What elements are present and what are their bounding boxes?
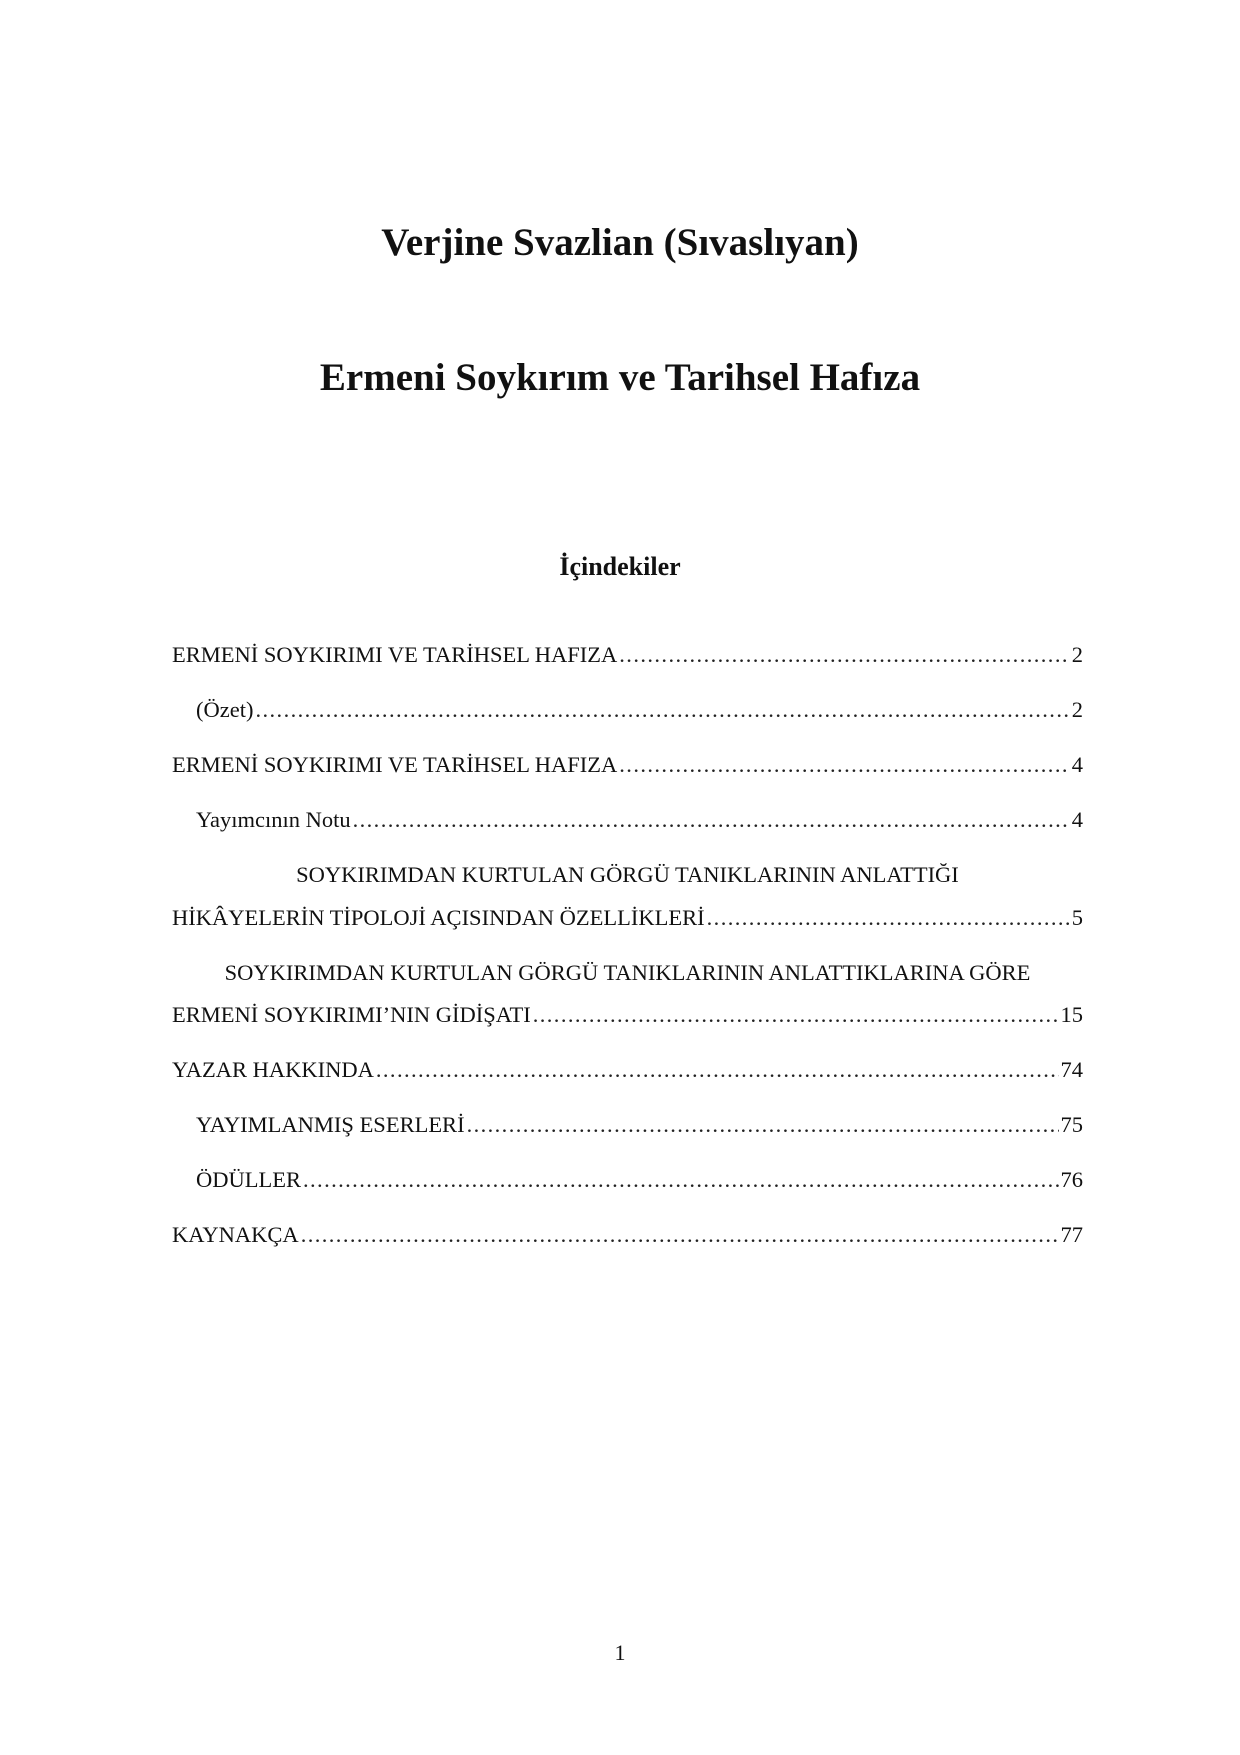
toc-entry-tipoloji-line1[interactable]: SOYKIRIMDAN KURTULAN GÖRGÜ TANIKLARININ ANLATTIĞI bbox=[296, 862, 959, 887]
toc-entry-label: ERMENİ SOYKIRIMI VE TARİHSEL HAFIZA bbox=[172, 640, 617, 670]
toc-page-number: 76 bbox=[1060, 1167, 1083, 1192]
page-number: 1 bbox=[614, 1640, 626, 1665]
toc-entry-label: YAYIMLANMIŞ ESERLERİ bbox=[196, 1110, 465, 1140]
toc-entry-label: (Özet) bbox=[196, 695, 253, 725]
toc-dot-leader bbox=[707, 903, 1070, 933]
toc-page-number: 4 bbox=[1071, 807, 1083, 832]
toc-page-number: 5 bbox=[1071, 905, 1083, 930]
toc-dot-leader bbox=[376, 1055, 1059, 1085]
toc-entry-yazar-hakkinda[interactable] bbox=[172, 1055, 1083, 1085]
toc-dot-leader bbox=[533, 1000, 1059, 1030]
toc-entry-label: KAYNAKÇA bbox=[172, 1220, 299, 1250]
toc-dot-leader bbox=[619, 640, 1069, 670]
toc-entry-yayimlanmis-eserleri[interactable] bbox=[196, 1110, 1083, 1140]
toc-entry-gidisat-line1[interactable]: SOYKIRIMDAN KURTULAN GÖRGÜ TANIKLARININ ANLATTIKLARINA GÖRE bbox=[224, 960, 1031, 985]
toc-entry-oduller[interactable] bbox=[196, 1165, 1083, 1195]
toc-page-number: 77 bbox=[1060, 1222, 1083, 1247]
toc-page-number: 15 bbox=[1060, 1002, 1083, 1027]
toc-entry-label: ERMENİ SOYKIRIMI VE TARİHSEL HAFIZA bbox=[172, 750, 617, 780]
toc-entry-yayimcinin-notu[interactable] bbox=[196, 805, 1083, 835]
toc-page-number: 2 bbox=[1071, 697, 1083, 722]
toc-entry-ermeni-soykirimi-1[interactable] bbox=[172, 640, 1083, 670]
toc-dot-leader bbox=[303, 1165, 1059, 1195]
toc-page-number: 4 bbox=[1071, 752, 1083, 777]
toc-heading: İçindekiler bbox=[559, 552, 681, 581]
toc-dot-leader bbox=[353, 805, 1070, 835]
toc-page-number: 74 bbox=[1060, 1057, 1083, 1082]
toc-entry-tipoloji[interactable] bbox=[172, 903, 1083, 933]
toc-entry-ozet[interactable] bbox=[196, 695, 1083, 725]
toc-entry-label: HİKÂYELERİN TİPOLOJİ AÇISINDAN ÖZELLİKLERİ bbox=[172, 903, 705, 933]
toc-dot-leader bbox=[301, 1220, 1059, 1250]
toc-page-number: 2 bbox=[1071, 642, 1083, 667]
author-name: Verjine Svazlian (Sıvaslıyan) bbox=[381, 221, 859, 264]
toc-entry-label: YAZAR HAKKINDA bbox=[172, 1055, 374, 1085]
toc-entry-ermeni-soykirimi-2[interactable] bbox=[172, 750, 1083, 780]
toc-entry-gidisat[interactable] bbox=[172, 1000, 1083, 1030]
book-title: Ermeni Soykırım ve Tarihsel Hafıza bbox=[319, 356, 921, 399]
toc-dot-leader bbox=[619, 750, 1069, 780]
toc-entry-label: ERMENİ SOYKIRIMI’NIN GİDİŞATI bbox=[172, 1000, 531, 1030]
toc-page-number: 75 bbox=[1060, 1112, 1083, 1137]
toc-dot-leader bbox=[467, 1110, 1059, 1140]
toc-dot-leader bbox=[255, 695, 1069, 725]
toc-entry-kaynakca[interactable] bbox=[172, 1220, 1083, 1250]
toc-entry-label: Yayımcının Notu bbox=[196, 805, 351, 835]
toc-entry-label: ÖDÜLLER bbox=[196, 1165, 301, 1195]
